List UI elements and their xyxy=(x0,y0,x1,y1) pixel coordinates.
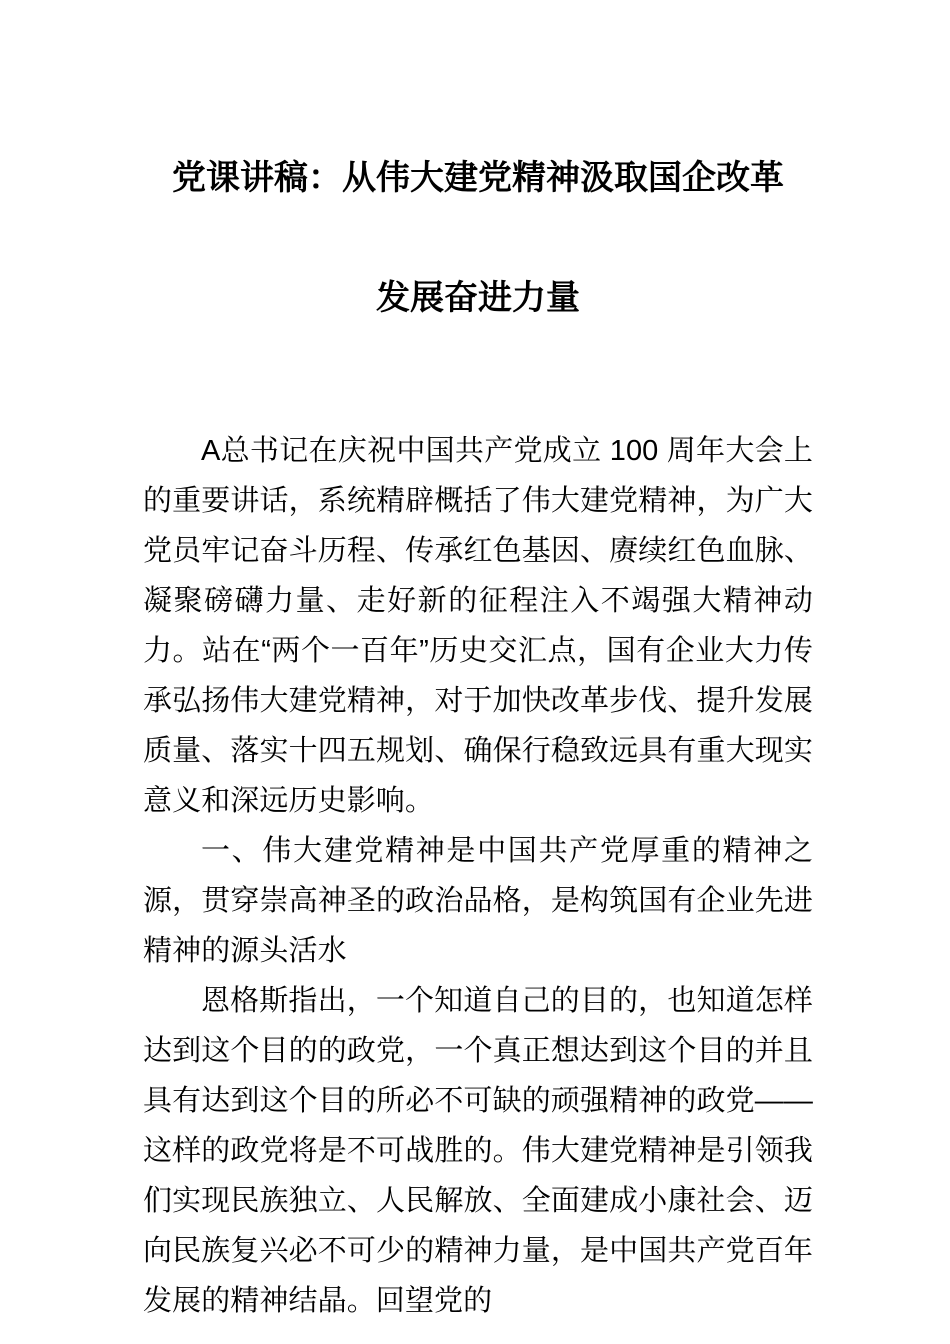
paragraph-section-one-heading: 一、伟大建党精神是中国共产党厚重的精神之源，贯穿崇高神圣的政治品格，是构筑国有企业先进精神的源头活水 xyxy=(143,835,813,967)
paragraph-intro: A总书记在庆祝中国共产党成立 100 周年大会上的重要讲话，系统精辟概括了伟大建党精神，为广大党员牢记奋斗历程、传承红色基因、赓续红色血脉、凝聚磅礴力量、走好新的征程注入不竭强大精神动力。站在“两个一百年”历史交汇点，国有企业大力传承弘扬伟大建党精神，对于加快改革步伐、提升发展质量、落实十四五规划、确保行稳致远具有重大现实意义和深远历史影响。 xyxy=(143,435,813,817)
page-title-line-1: 党课讲稿：从伟大建党精神汲取国企改革 xyxy=(172,159,784,197)
paragraph-engels: 恩格斯指出，一个知道自己的目的，也知道怎样达到这个目的的政党，一个真正想达到这个目的并且具有达到这个目的所必不可缺的顽强精神的政党——这样的政党将是不可战胜的。伟大建党精神是引领我们实现民族独立、人民解放、全面建成小康社会、迈向民族复兴必不可少的精神力量，是中国共产党百年发展的精神结晶。回望党的 xyxy=(143,985,813,1317)
page-title-line-2: 发展奋进力量 xyxy=(376,279,580,317)
page-title xyxy=(143,0,813,358)
document-text-column xyxy=(143,0,813,1326)
